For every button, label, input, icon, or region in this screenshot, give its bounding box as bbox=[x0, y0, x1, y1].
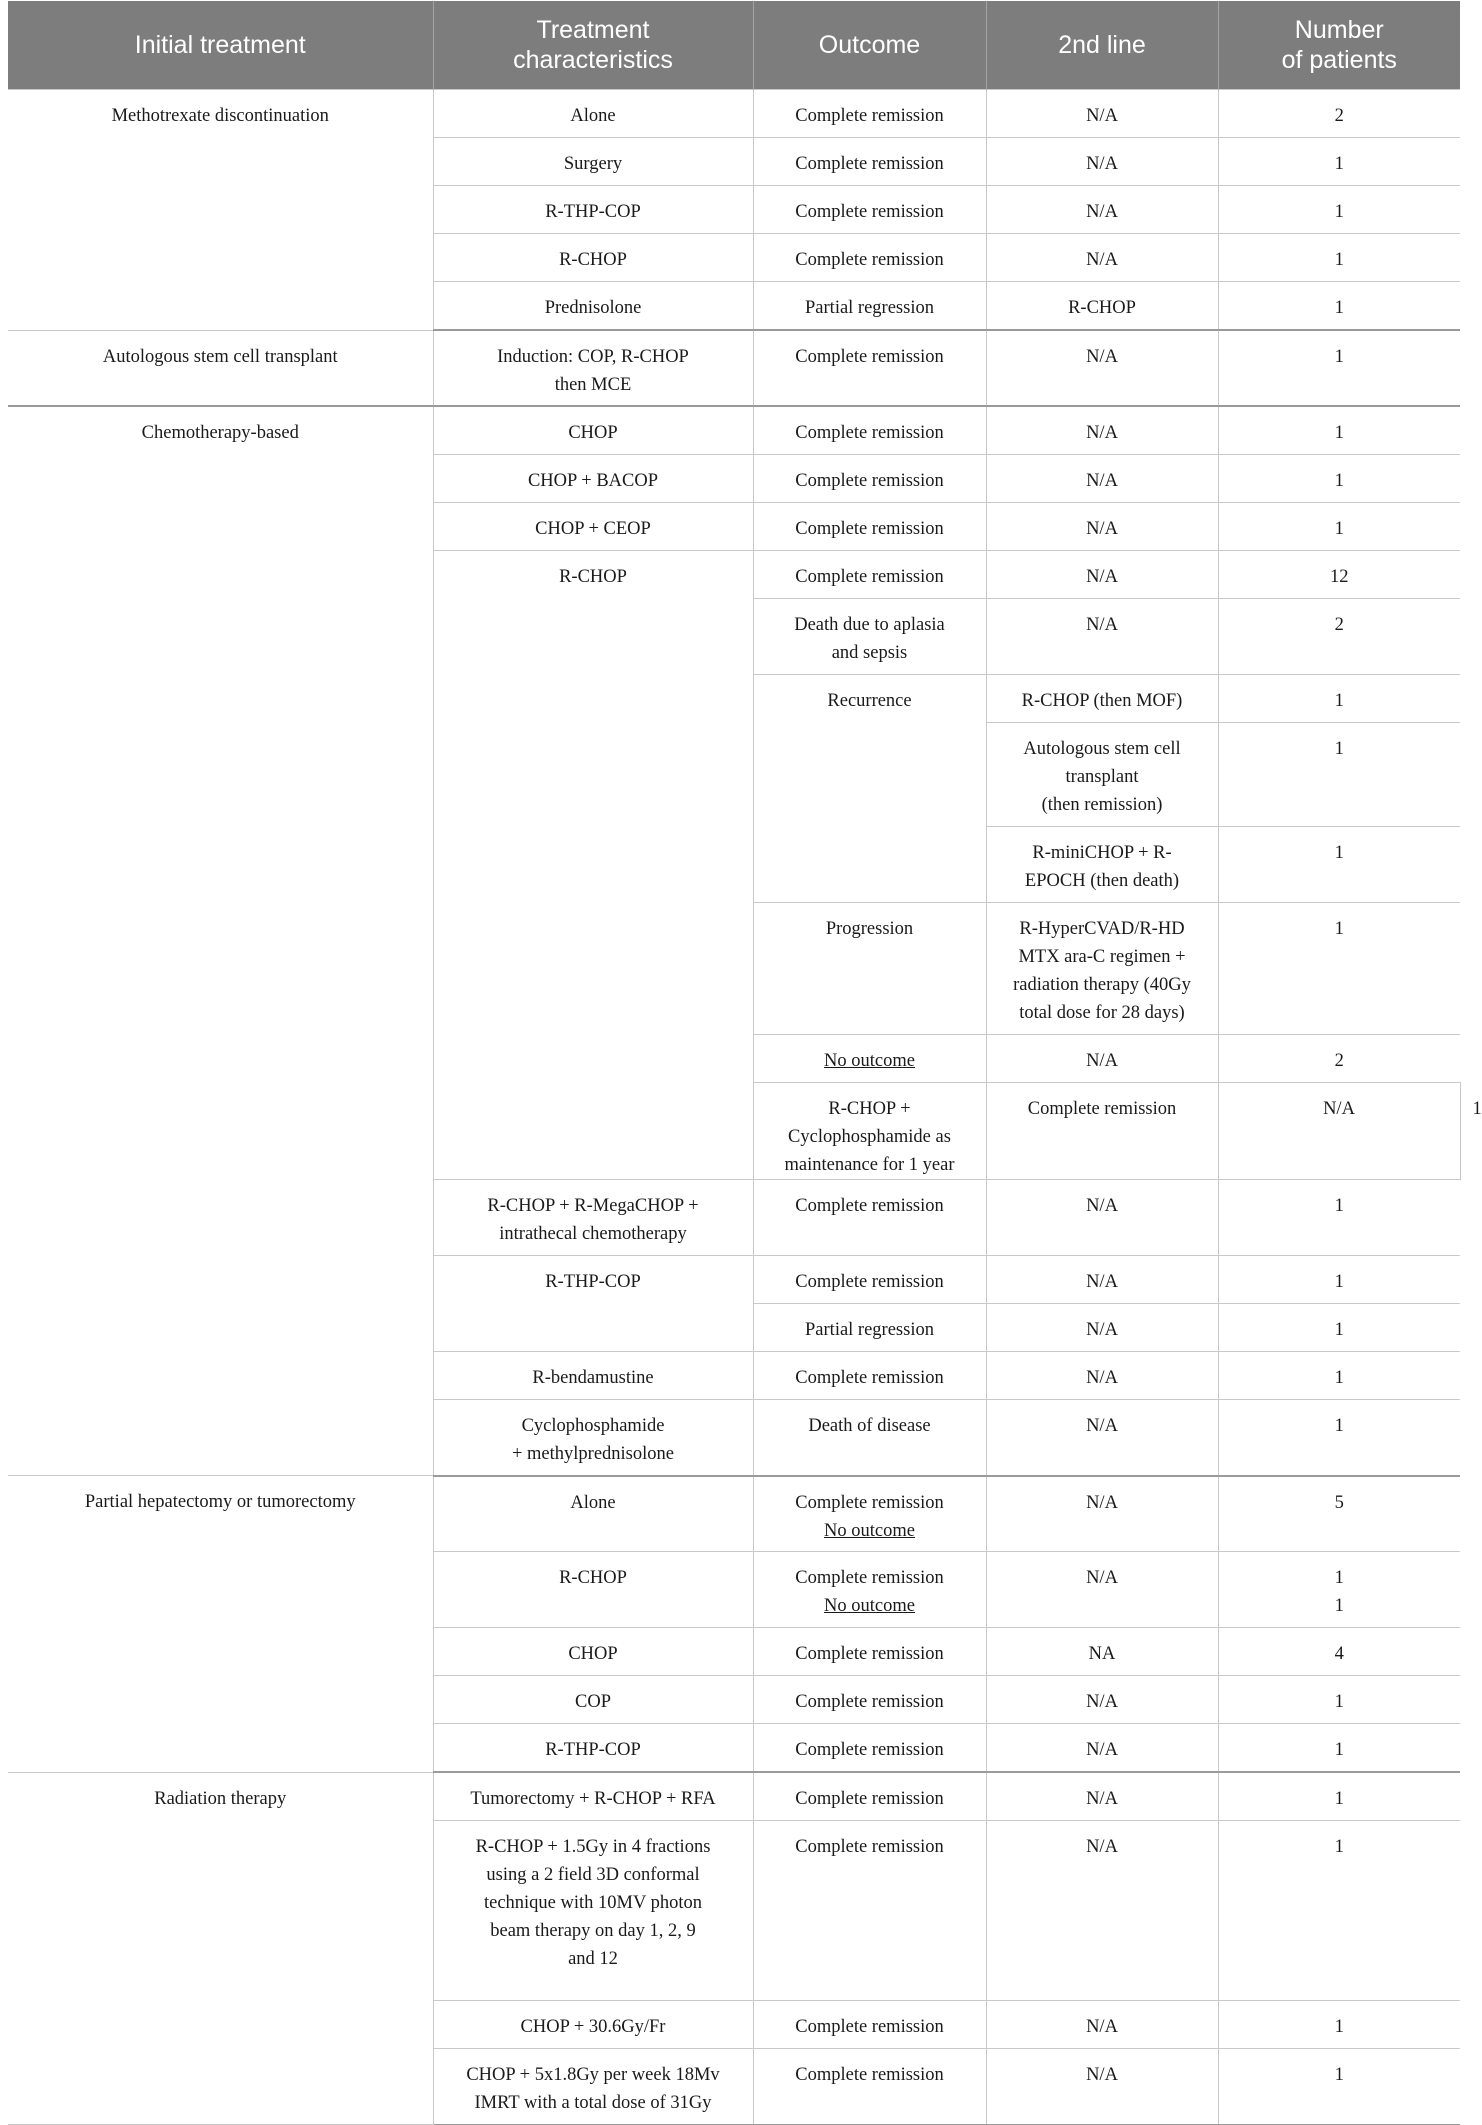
cell-count: 1 bbox=[1218, 330, 1460, 406]
cell-count: 2 bbox=[1218, 90, 1460, 138]
cell-outcome: Partial regression bbox=[753, 1304, 986, 1352]
header-outcome: Outcome bbox=[753, 1, 986, 90]
cell-characteristics: R-THP-COP bbox=[433, 186, 753, 234]
table-row bbox=[8, 90, 1460, 138]
table-row: R-CHOP + Cyclophosphamide as maintenance for 1 year Complete remission N/A 1 bbox=[8, 1083, 1460, 1180]
cell-2nd-line: R-HyperCVAD/R-HD MTX ara-C regimen + radiation therapy (40Gy total dose for 28 days) bbox=[986, 903, 1218, 1035]
cell-count: 1 bbox=[1218, 503, 1460, 551]
cell-characteristics: R-THP-COP bbox=[433, 1256, 753, 1352]
cell-outcome: Complete remission bbox=[753, 234, 986, 282]
cell-2nd-line: N/A bbox=[986, 551, 1218, 599]
cell-count: 1 bbox=[1218, 1256, 1460, 1304]
cell-outcome: Complete remission bbox=[753, 330, 986, 406]
table-row bbox=[8, 1476, 1460, 1552]
cell-outcome: Complete remission No outcome bbox=[753, 1552, 986, 1628]
cell-characteristics: R-CHOP + R-MegaCHOP + intrathecal chemotherapy bbox=[433, 1180, 753, 1256]
cell-characteristics: Cyclophosphamide + methylprednisolone bbox=[433, 1400, 753, 1476]
cell-characteristics: Induction: COP, R-CHOP then MCE bbox=[433, 330, 753, 406]
cell-2nd-line: N/A bbox=[986, 1400, 1218, 1476]
cell-2nd-line: N/A bbox=[986, 503, 1218, 551]
cell-count: 1 bbox=[1218, 234, 1460, 282]
cell-outcome: Complete remission bbox=[753, 1352, 986, 1400]
cell-characteristics: R-CHOP bbox=[433, 1552, 753, 1628]
cell-characteristics: R-CHOP bbox=[433, 551, 753, 1180]
cell-2nd-line: R-CHOP bbox=[986, 282, 1218, 331]
cell-characteristics: COP bbox=[433, 1676, 753, 1724]
cell-2nd-line: NA bbox=[986, 1628, 1218, 1676]
cell-count: 1 bbox=[1218, 1352, 1460, 1400]
cell-outcome: Complete remission bbox=[986, 1083, 1218, 1180]
cell-outcome: No outcome bbox=[753, 1035, 986, 1083]
cell-characteristics: Prednisolone bbox=[433, 282, 753, 331]
cell-count: 1 bbox=[1218, 186, 1460, 234]
cell-count: 1 bbox=[1218, 1676, 1460, 1724]
cell-2nd-line: N/A bbox=[986, 406, 1218, 455]
cell-count: 1 bbox=[1218, 675, 1460, 723]
cell-characteristics: Tumorectomy + R-CHOP + RFA bbox=[433, 1772, 753, 1821]
cell-outcome: Progression bbox=[753, 903, 986, 1035]
cell-count: 1 bbox=[1218, 1724, 1460, 1773]
cell-outcome: Complete remission bbox=[753, 455, 986, 503]
cell-outcome: Complete remission bbox=[753, 406, 986, 455]
cell-outcome: Complete remission bbox=[753, 551, 986, 599]
table-row bbox=[8, 406, 1460, 455]
cell-count: 1 bbox=[1218, 1180, 1460, 1256]
cell-outcome: Complete remission bbox=[753, 1256, 986, 1304]
cell-2nd-line: N/A bbox=[986, 1821, 1218, 2001]
cell-2nd-line: Autologous stem cell transplant (then remission) bbox=[986, 723, 1218, 827]
cell-count: 1 bbox=[1218, 2049, 1460, 2125]
cell-2nd-line: N/A bbox=[986, 1552, 1218, 1628]
cell-characteristics: R-CHOP bbox=[433, 234, 753, 282]
cell-2nd-line: N/A bbox=[986, 90, 1218, 138]
cell-outcome: Death due to aplasia and sepsis bbox=[753, 599, 986, 675]
cell-count: 1 bbox=[1218, 827, 1460, 903]
cell-2nd-line: N/A bbox=[986, 234, 1218, 282]
cell-count: 1 1 bbox=[1218, 1552, 1460, 1628]
cell-count: 5 bbox=[1218, 1476, 1460, 1552]
table-row bbox=[8, 330, 1460, 406]
cell-outcome: Complete remission bbox=[753, 2001, 986, 2049]
cell-count: 1 bbox=[1218, 1772, 1460, 1821]
cell-2nd-line: N/A bbox=[986, 330, 1218, 406]
cell-count: 1 bbox=[1218, 1400, 1460, 1476]
cell-count: 1 bbox=[1218, 1821, 1460, 2001]
section-radiation: Radiation therapy bbox=[8, 1772, 433, 2125]
cell-outcome: Complete remission bbox=[753, 1676, 986, 1724]
cell-count: 1 bbox=[1218, 723, 1460, 827]
cell-count: 1 bbox=[1218, 282, 1460, 331]
cell-count: 1 bbox=[1218, 406, 1460, 455]
treatment-table bbox=[8, 1, 1482, 2125]
cell-2nd-line: N/A bbox=[986, 1676, 1218, 1724]
cell-characteristics: R-CHOP + 1.5Gy in 4 fractions using a 2 field 3D conformal technique with 10MV photon beam therapy on day 1, 2, 9 and 12 bbox=[433, 1821, 753, 2001]
header-number-of-patients: Number of patients bbox=[1218, 1, 1460, 90]
cell-count: 2 bbox=[1218, 1035, 1460, 1083]
cell-outcome: Complete remission bbox=[753, 1821, 986, 2001]
cell-outcome: Complete remission bbox=[753, 503, 986, 551]
cell-characteristics: CHOP bbox=[433, 406, 753, 455]
cell-outcome: Complete remission bbox=[753, 1724, 986, 1773]
cell-2nd-line: N/A bbox=[986, 2001, 1218, 2049]
cell-characteristics: CHOP + CEOP bbox=[433, 503, 753, 551]
cell-count: 1 bbox=[1218, 138, 1460, 186]
cell-2nd-line: R-miniCHOP + R- EPOCH (then death) bbox=[986, 827, 1218, 903]
cell-characteristics: Alone bbox=[433, 90, 753, 138]
cell-2nd-line: N/A bbox=[1218, 1083, 1460, 1180]
cell-characteristics: CHOP + 30.6Gy/Fr bbox=[433, 2001, 753, 2049]
cell-2nd-line: N/A bbox=[986, 1476, 1218, 1552]
cell-outcome: Recurrence bbox=[753, 675, 986, 903]
cell-count: 12 bbox=[1218, 551, 1460, 599]
cell-outcome: Complete remission bbox=[753, 138, 986, 186]
cell-2nd-line: N/A bbox=[986, 1352, 1218, 1400]
cell-2nd-line: N/A bbox=[986, 1724, 1218, 1773]
section-methotrexate: Methotrexate discontinuation bbox=[8, 90, 433, 331]
cell-characteristics: CHOP + 5x1.8Gy per week 18Mv IMRT with a total dose of 31Gy bbox=[433, 2049, 753, 2125]
header-treatment-characteristics: Treatment characteristics bbox=[433, 1, 753, 90]
section-chemo: Chemotherapy-based bbox=[8, 406, 433, 1476]
cell-outcome: Complete remission No outcome bbox=[753, 1476, 986, 1552]
cell-characteristics: CHOP + BACOP bbox=[433, 455, 753, 503]
cell-2nd-line: N/A bbox=[986, 1772, 1218, 1821]
cell-2nd-line: R-CHOP (then MOF) bbox=[986, 675, 1218, 723]
cell-2nd-line: N/A bbox=[986, 2049, 1218, 2125]
table-row bbox=[8, 1772, 1460, 1821]
header-initial-treatment: Initial treatment bbox=[8, 1, 433, 90]
cell-count: 1 bbox=[1218, 903, 1460, 1035]
cell-count: 1 bbox=[1218, 455, 1460, 503]
cell-outcome: Partial regression bbox=[753, 282, 986, 331]
cell-outcome: Complete remission bbox=[753, 1772, 986, 1821]
cell-2nd-line: N/A bbox=[986, 1256, 1218, 1304]
header-2nd-line: 2nd line bbox=[986, 1, 1218, 90]
cell-2nd-line: N/A bbox=[986, 138, 1218, 186]
cell-outcome: Death of disease bbox=[753, 1400, 986, 1476]
cell-2nd-line: N/A bbox=[986, 599, 1218, 675]
cell-count: 4 bbox=[1218, 1628, 1460, 1676]
section-hepatectomy: Partial hepatectomy or tumorectomy bbox=[8, 1476, 433, 1773]
cell-outcome: Complete remission bbox=[753, 1180, 986, 1256]
cell-characteristics: R-bendamustine bbox=[433, 1352, 753, 1400]
cell-2nd-line: N/A bbox=[986, 1180, 1218, 1256]
header-row bbox=[8, 1, 1460, 90]
cell-2nd-line: N/A bbox=[986, 186, 1218, 234]
cell-characteristics: R-CHOP + Cyclophosphamide as maintenance for 1 year bbox=[753, 1083, 986, 1180]
cell-characteristics: CHOP bbox=[433, 1628, 753, 1676]
cell-count: 2 bbox=[1218, 599, 1460, 675]
cell-count: 1 bbox=[1218, 2001, 1460, 2049]
cell-2nd-line: N/A bbox=[986, 455, 1218, 503]
cell-outcome: Complete remission bbox=[753, 2049, 986, 2125]
cell-2nd-line: N/A bbox=[986, 1035, 1218, 1083]
cell-characteristics: Surgery bbox=[433, 138, 753, 186]
cell-outcome: Complete remission bbox=[753, 1628, 986, 1676]
cell-outcome: Complete remission bbox=[753, 90, 986, 138]
cell-characteristics: Alone bbox=[433, 1476, 753, 1552]
cell-characteristics: R-THP-COP bbox=[433, 1724, 753, 1773]
cell-2nd-line: N/A bbox=[986, 1304, 1218, 1352]
section-asct: Autologous stem cell transplant bbox=[8, 330, 433, 406]
cell-outcome: Complete remission bbox=[753, 186, 986, 234]
cell-count: 1 bbox=[1218, 1304, 1460, 1352]
